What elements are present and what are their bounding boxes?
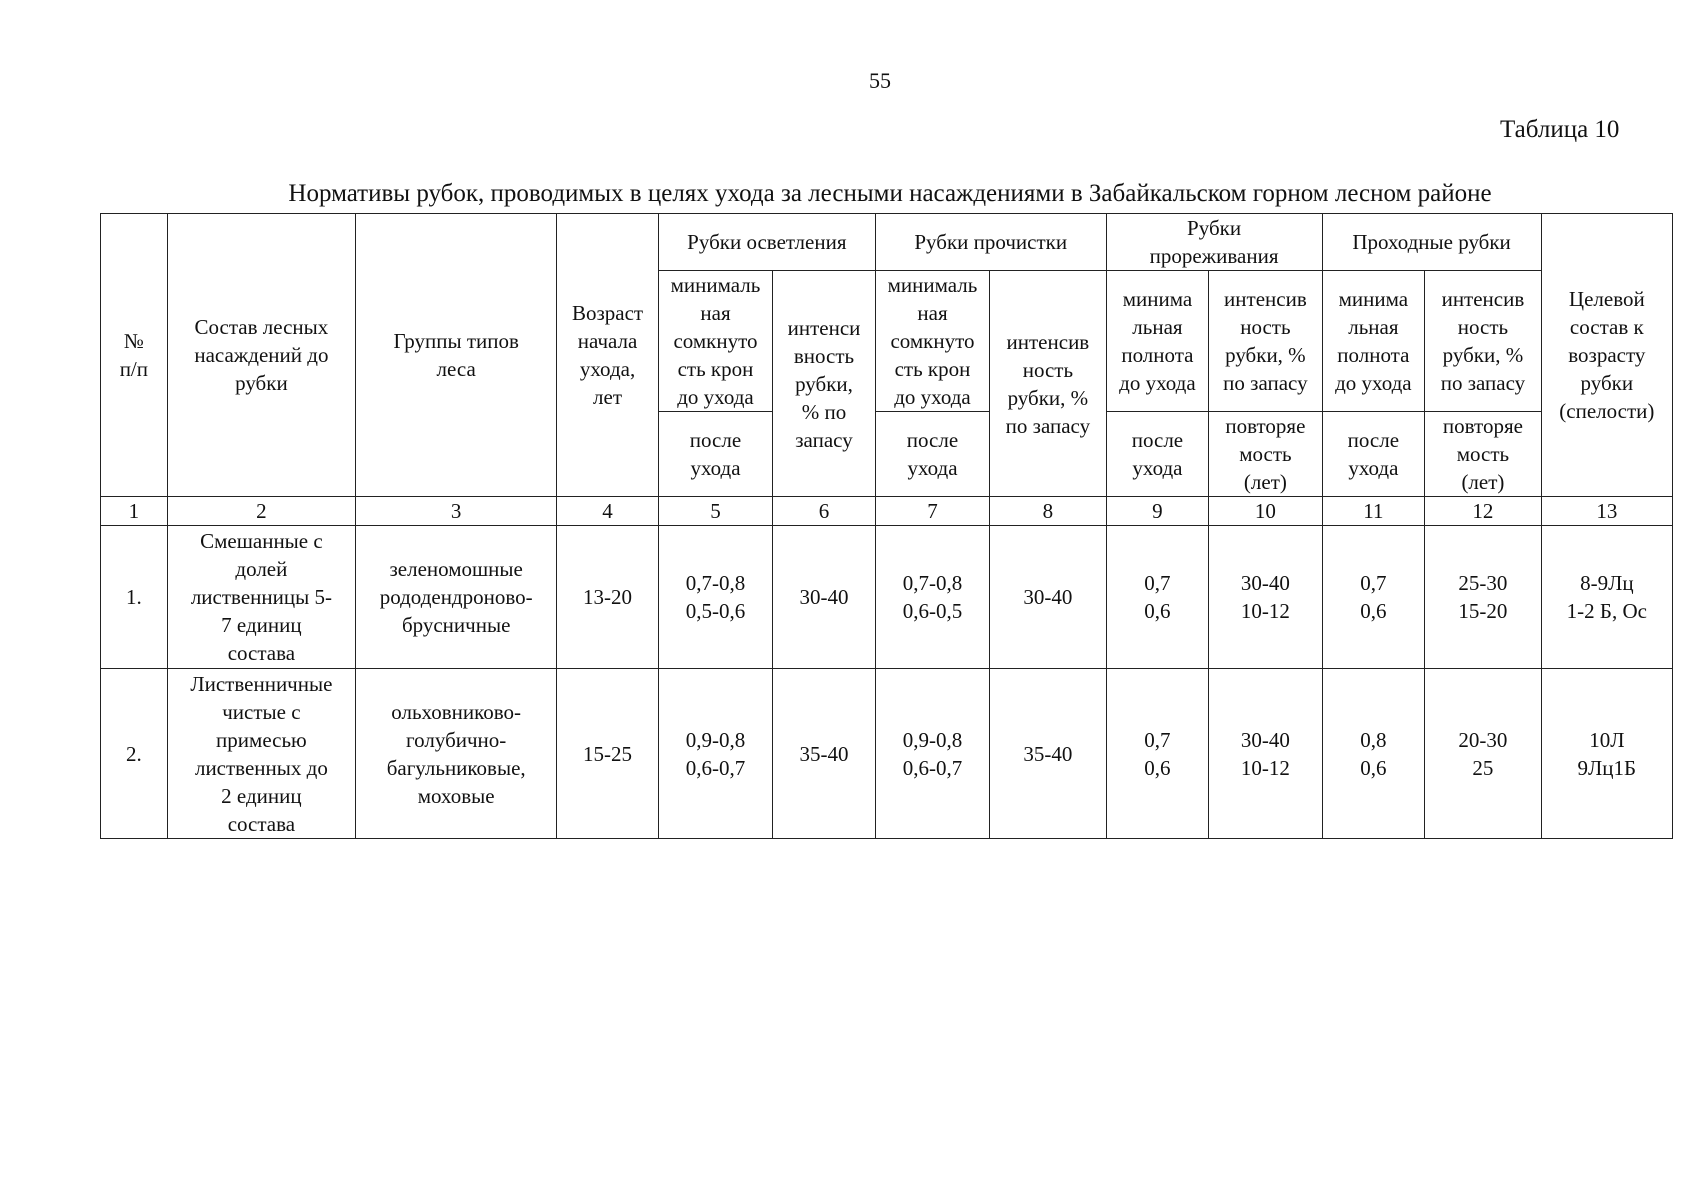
column-number-row <box>101 497 1673 526</box>
column-number: 4 <box>557 497 659 526</box>
column-number: 2 <box>167 497 355 526</box>
header-min-density-thin: минима льная полнота до ухода <box>1106 271 1209 412</box>
row-closure-clean: 0,9-0,8 0,6-0,7 <box>875 669 989 839</box>
row-density-thin: 0,7 0,6 <box>1106 526 1209 669</box>
column-number: 3 <box>356 497 557 526</box>
row-intensity-pass: 25-30 15-20 <box>1425 526 1541 669</box>
header-repeat-pass: повторяе мость (лет) <box>1425 412 1541 497</box>
column-number: 1 <box>101 497 168 526</box>
row-density-pass: 0,8 0,6 <box>1322 669 1425 839</box>
row-closure-clar: 0,7-0,8 0,5-0,6 <box>658 526 772 669</box>
column-number: 5 <box>658 497 772 526</box>
row-forest-types: ольховниково- голубично- багульниковые, моховые <box>356 669 557 839</box>
row-intensity-thin: 30-40 10-12 <box>1209 669 1322 839</box>
row-intensity-clean: 35-40 <box>990 669 1106 839</box>
header-num: № п/п <box>101 214 168 497</box>
header-after-thin: после ухода <box>1106 412 1209 497</box>
header-after-pass: после ухода <box>1322 412 1425 497</box>
row-closure-clar: 0,9-0,8 0,6-0,7 <box>658 669 772 839</box>
row-num: 2. <box>101 669 168 839</box>
column-number: 11 <box>1322 497 1425 526</box>
header-after-clar: после ухода <box>658 412 772 497</box>
header-intensity-clar: интенси вность рубки, % по запасу <box>773 271 876 497</box>
column-number: 9 <box>1106 497 1209 526</box>
norms-table <box>100 213 1673 839</box>
table-row <box>101 669 1673 839</box>
header-intensity-clean: интенсив ность рубки, % по запасу <box>990 271 1106 497</box>
row-intensity-clar: 30-40 <box>773 526 876 669</box>
row-closure-clean: 0,7-0,8 0,6-0,5 <box>875 526 989 669</box>
header-start-age: Возраст начала ухода, лет <box>557 214 659 497</box>
header-group-thinning: Рубки прореживания <box>1106 214 1322 271</box>
table-title: Нормативы рубок, проводимых в целях ухода за лесными насаждениями в Забайкальском горном лесном районе <box>288 180 1492 207</box>
header-after-clean: после ухода <box>875 412 989 497</box>
column-number: 12 <box>1425 497 1541 526</box>
header-group-cleaning: Рубки прочистки <box>875 214 1106 271</box>
row-start-age: 15-25 <box>557 669 659 839</box>
row-intensity-clar: 35-40 <box>773 669 876 839</box>
header-composition: Состав лесных насаждений до рубки <box>167 214 355 497</box>
column-number: 7 <box>875 497 989 526</box>
row-forest-types: зеленомошные рододендроново- брусничные <box>356 526 557 669</box>
header-group-clarification: Рубки осветления <box>658 214 875 271</box>
column-number: 6 <box>773 497 876 526</box>
header-row-groups <box>101 214 1673 271</box>
row-composition: Смешанные с долей лиственницы 5- 7 единиц состава <box>167 526 355 669</box>
header-forest-types: Группы типов леса <box>356 214 557 497</box>
row-target: 10Л 9Лц1Б <box>1541 669 1672 839</box>
header-intensity-thin: интенсив ность рубки, % по запасу <box>1209 271 1322 412</box>
page-number: 55 <box>869 68 891 93</box>
header-min-density-pass: минима льная полнота до ухода <box>1322 271 1425 412</box>
row-num: 1. <box>101 526 168 669</box>
header-min-closure-clar: минималь ная сомкнуто сть крон до ухода <box>658 271 772 412</box>
row-density-pass: 0,7 0,6 <box>1322 526 1425 669</box>
table-label: Таблица 10 <box>1500 116 1620 143</box>
header-min-closure-clean: минималь ная сомкнуто сть крон до ухода <box>875 271 989 412</box>
header-intensity-pass: интенсив ность рубки, % по запасу <box>1425 271 1541 412</box>
header-target: Целевой состав к возрасту рубки (спелости) <box>1541 214 1672 497</box>
row-start-age: 13-20 <box>557 526 659 669</box>
row-density-thin: 0,7 0,6 <box>1106 669 1209 839</box>
header-group-passing: Проходные рубки <box>1322 214 1541 271</box>
header-repeat-thin: повторяе мость (лет) <box>1209 412 1322 497</box>
row-intensity-thin: 30-40 10-12 <box>1209 526 1322 669</box>
row-intensity-clean: 30-40 <box>990 526 1106 669</box>
row-intensity-pass: 20-30 25 <box>1425 669 1541 839</box>
column-number: 10 <box>1209 497 1322 526</box>
row-target: 8-9Лц 1-2 Б, Ос <box>1541 526 1672 669</box>
row-composition: Лиственничные чистые с примесью лиственных до 2 единиц состава <box>167 669 355 839</box>
column-number: 13 <box>1541 497 1672 526</box>
column-number: 8 <box>990 497 1106 526</box>
table-row <box>101 526 1673 669</box>
